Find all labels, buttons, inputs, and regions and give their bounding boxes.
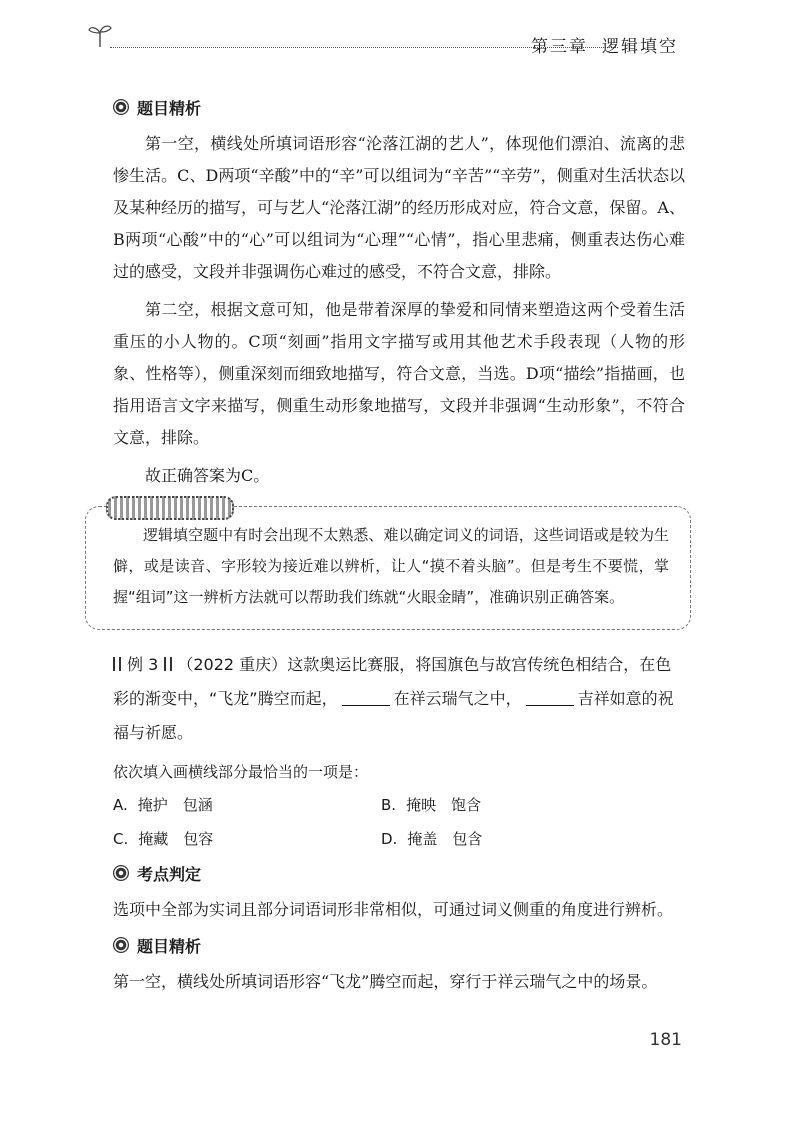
section-bullet-icon — [113, 99, 129, 115]
tip-box-label-icon — [106, 496, 234, 520]
example-question — [113, 648, 685, 750]
chapter-title — [531, 32, 678, 57]
section-heading-label: 考点判定 — [137, 864, 202, 884]
example-text-part3: 吉祥如意的祝福与祈愿。 — [113, 689, 674, 742]
answer-blank-2 — [526, 691, 574, 706]
keypoint-text: 选项中全部为实词且部分词语词形非常相似，可通过词义侧重的角度进行辨析。 — [113, 900, 674, 919]
example-text-part1: 这款奥运比赛服，将国旗色与故宫传统色相结合，在色彩的渐变中，“飞龙”腾空而起， — [113, 655, 672, 708]
example-label: 例 3 — [127, 655, 159, 674]
tip-text: 逻辑填空题中有时会出现不太熟悉、难以确定词义的词语，这些词语或是较为生僻，或是读音、字形较为接近难以辨析，让人“摸不着头脑”。但是考生不要慌，掌握“组词”这一辨析方法就可以帮助我们练就“火眼金睛”，准确识别正确答案。 — [113, 526, 669, 606]
page-number: 181 — [649, 1030, 682, 1050]
option-b: B. 掩映 饱含 — [381, 796, 482, 814]
analysis-paragraph-2: 第二空，根据文意可知，他是带着深厚的挚爱和同情来塑造这两个受着生活重压的小人物的。C项“刻画”指用文字描写或用其他艺术手段表现（人物的形象、性格等），侧重深刻而细致地描写，符合文意，当选。D项“描绘”指描画，也指用语言文字来描写，侧重生动形象地描写，文段并非强调“生动形象”，不符合文意，排除。 — [113, 300, 685, 447]
section-heading-label: 题目精析 — [137, 98, 202, 118]
option-a: A. 掩护 包涵 — [113, 796, 213, 814]
answer-blank-1 — [342, 691, 390, 706]
sprout-icon — [88, 22, 112, 48]
running-header — [88, 18, 688, 58]
example-mark-right-icon — [164, 657, 172, 671]
answer-statement: 故正确答案为C。 — [145, 466, 270, 485]
chapter-number: 第三章 — [531, 37, 588, 57]
example-text-part2: 在祥云瑞气之中， — [393, 689, 522, 708]
analysis-text-2: 第一空，横线处所填词语形容“飞龙”腾空而起，穿行于祥云瑞气之中的场景。 — [113, 972, 658, 991]
section-bullet-icon — [113, 937, 129, 953]
section-bullet-icon — [113, 865, 129, 881]
example-mark-left-icon — [113, 657, 121, 671]
answer-options — [113, 788, 685, 856]
page-content — [113, 92, 685, 998]
tip-box — [85, 506, 691, 630]
option-d: D. 掩盖 包含 — [381, 830, 483, 848]
section-heading-analysis-2 — [113, 930, 685, 960]
section-heading-keypoint — [113, 858, 685, 888]
example-source: （2022 重庆） — [177, 655, 288, 674]
section-heading-label: 题目精析 — [137, 936, 202, 956]
section-heading-analysis — [113, 92, 685, 122]
option-c: C. 掩藏 包容 — [113, 830, 214, 848]
chapter-name: 逻辑填空 — [602, 37, 678, 57]
question-prompt: 依次填入画横线部分最恰当的一项是： — [113, 763, 369, 781]
analysis-paragraph-1: 第一空，横线处所填词语形容“沦落江湖的艺人”，体现他们漂泊、流离的悲惨生活。C、D两项“辛酸”中的“辛”可以组词为“辛苦”“辛劳”，侧重对生活状态以及某种经历的描写，可与艺人“沦落江湖”的经历形成对应，符合文意，保留。A、B两项“心酸”中的“心”可以组词为“心理”“心情”，指心里悲痛，侧重表达伤心难过的感受，文段并非强调伤心难过的感受，不符合文意，排除。 — [113, 134, 685, 281]
